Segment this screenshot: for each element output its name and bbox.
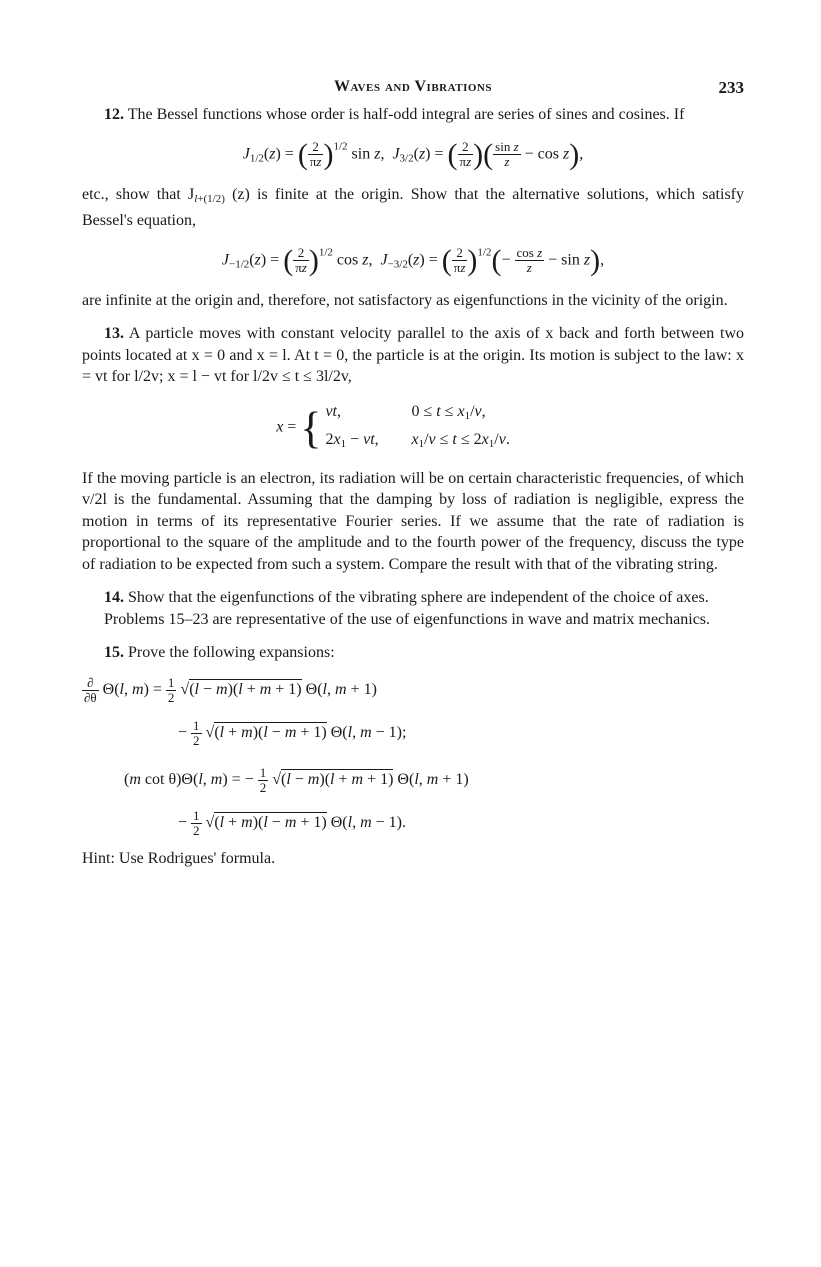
equation-cot-expansion-cont: − $\frac{1}{2}$ √(l + m)(l − m + 1) Θ(l, m − 1). (178, 807, 407, 838)
equation-cot-expansion: (m cot θ)Θ(l, m) = − $\frac{1}{2}$ √(l − m)(l + m + 1) Θ(l, m + 1) (124, 764, 469, 795)
problem-14 (82, 587, 744, 609)
page (82, 74, 744, 869)
problem-13-intro (82, 323, 744, 388)
equation-derivative-expansion: $\frac{\partial}{\partial\theta}$ Θ(l, m) = $\frac{1}{2}$ √(l − m)(l + m + 1) Θ(l, m + 1) (84, 674, 377, 705)
problem-text: Prove the following expansions: (124, 644, 335, 661)
problem-text: A particle moves with constant velocity parallel to the axis of x back and forth between two points located at x = 0 and x = l. At t = 0, the particle is at the origin. Its motion is subject to the law: x = vt for l/2v; x = l − vt for l/2v ≤ t ≤ 3l/2v, (82, 325, 744, 385)
equation-bessel-negative: $J_{-1/2}(z)$ = ( $\frac{2}{\pi z}$ )$^{1/2}$ cos z, $J_{-3/2}(z)$ = ( $\frac{2}{\pi z}$ )$^{1/2}$(− $\frac{\text{cos z}}{z}$ − sin z), (221, 243, 605, 277)
problem-number: 13. (104, 325, 124, 342)
problem-text: Show that the eigenfunctions of the vibrating sphere are independent of the choice of axes. (124, 589, 709, 606)
equation-bessel-positive: $J_{1/2}(z)$ = ( $\frac{2}{\pi z}$ )$^{1/2}$ sin z, $J_{3/2}(z)$ = ( $\frac{2}{\pi z}$ )( $\frac{\text{sin z}}{z}$ − cos z), (242, 137, 584, 171)
problems-15-23-note: Problems 15–23 are representative of the use of eigenfunctions in wave and matrix mechanics. (104, 610, 711, 628)
running-header (82, 74, 744, 104)
problem-12-intro (82, 104, 744, 126)
equation-derivative-expansion-cont: − $\frac{1}{2}$ √(l + m)(l − m + 1) Θ(l, m − 1); (178, 717, 407, 748)
problem-text: The Bessel functions whose order is half-odd integral are series of sines and cosines. If (124, 106, 685, 123)
problem-number: 15. (104, 644, 124, 661)
equation-piecewise-motion: x = { vt, $0 \le t \le x_1/v$, $2x_1$ − vt, $x_1/v \le t \le 2x_1/v$. (276, 402, 510, 452)
problem-number: 14. (104, 589, 124, 606)
header-title: Waves and Vibrations (334, 78, 492, 95)
problem-number: 12. (104, 106, 124, 123)
problem-13-body: If the moving particle is an electron, its radiation will be on certain characteristic frequencies, of which v/2l is the fundamental. Assuming that the damping by loss of radiation is negligible, express the motion in terms of its representative Fourier series. If we assume that the rate of radiation is proportional to the square of the amplitude and to the fourth power of the frequency, discuss the type of radiation to be expected from such a system. Compare the result with that of the vibrating string. (82, 469, 744, 573)
problem-15-intro (82, 642, 744, 664)
page-number: 233 (718, 78, 744, 97)
hint-text: Hint: Use Rodrigues' formula. (82, 849, 276, 867)
problem-12-end: are infinite at the origin and, therefore, not satisfactory as eigenfunctions in the vicinity of the origin. (82, 291, 728, 309)
problem-12-middle: etc., show that $J_{l+(1/2)}$ (z) is finite at the origin. Show that the alternative solutions, which satisfy Bessel's equation, (82, 185, 744, 229)
